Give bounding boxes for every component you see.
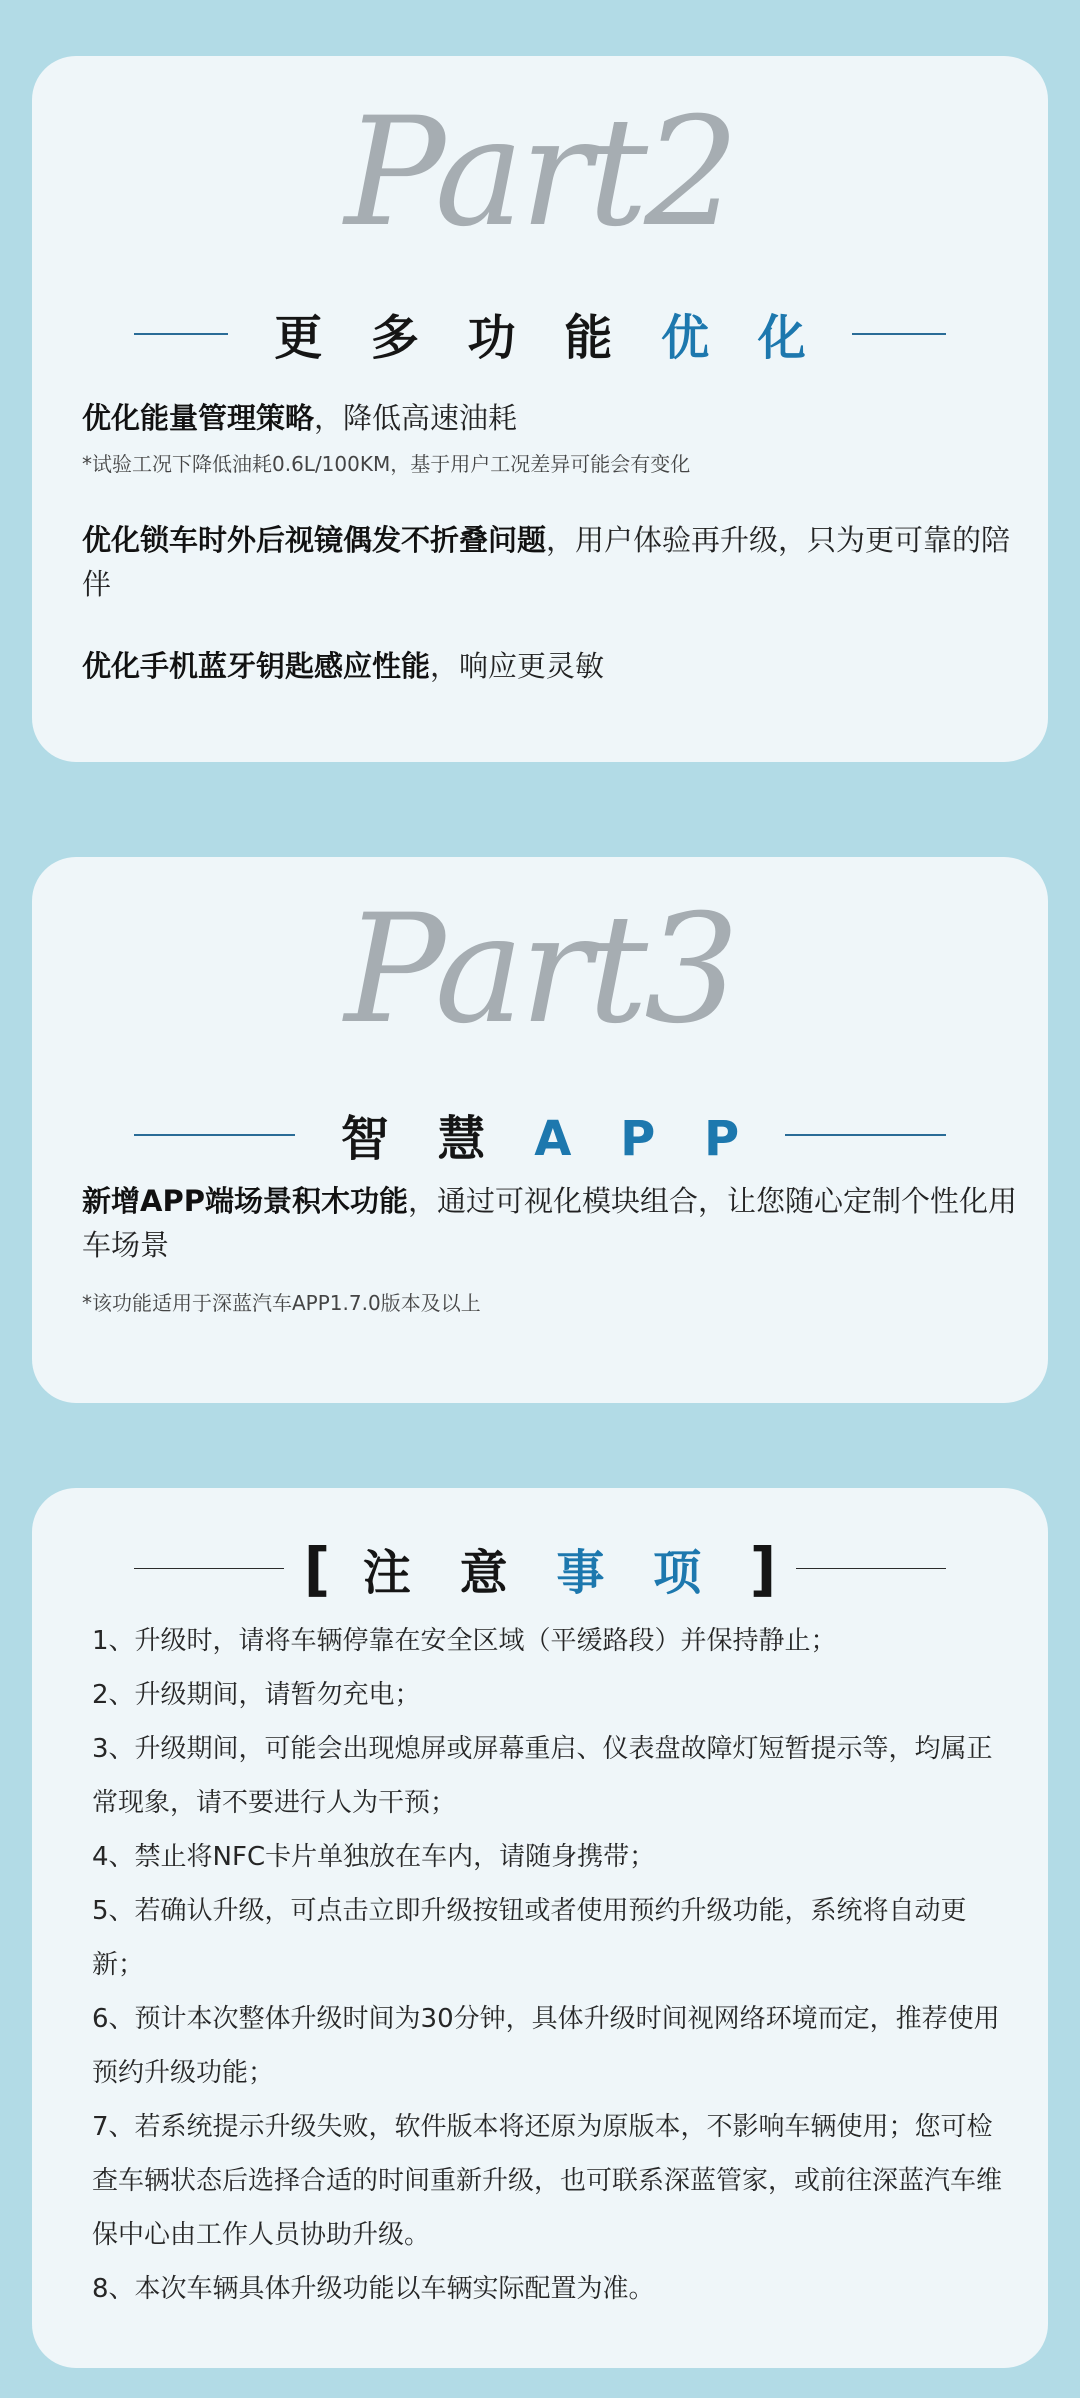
heading-accent-text: 事 项 [556,1545,718,1601]
part3-script-title: Part3 [344,883,736,1057]
heading-divider-right [785,1134,946,1136]
part2-script-title: Part2 [344,86,736,260]
feature-item [82,396,1022,440]
notice-item: 8、本次车辆具体升级功能以车辆实际配置为准。 [92,2274,655,2304]
heading-divider-left [134,1134,295,1136]
heading-main-text: 注 意 [362,1545,524,1601]
notice-list [92,1614,1007,2316]
feature-title: 优化锁车时外后视镜偶发不折叠问题 [82,523,547,557]
notice-item: 3、升级期间，可能会出现熄屏或屏幕重启、仪表盘故障灯短暂提示等，均属正常现象，请不要进行人为干预； [92,1734,993,1818]
feature-title: 优化能量管理策略 [82,401,315,435]
feature-item [82,518,1022,606]
smart-app-card [32,857,1048,1403]
feature-description: ，通过可视化模块组合，让您随心定制个性化用车场景 [82,1184,1017,1262]
feature-description: ，响应更灵敏 [430,649,605,683]
heading-main-text: 智 慧 [340,1111,502,1167]
smart-app-heading [134,1100,946,1169]
heading-divider-right [852,333,946,335]
feature-title: 优化手机蓝牙钥匙感应性能 [82,649,431,683]
heading-main-text: 更 多 功 能 [274,310,629,366]
feature-description: ，降低高速油耗 [314,401,518,435]
bracket-left: [ [303,1535,331,1603]
feature-title: 新增APP端场景积木功能 [82,1184,408,1218]
heading-accent-text: A P P [534,1111,756,1167]
heading-divider-right [796,1568,946,1570]
feature-description: ，用户体验再升级，只为更可靠的陪伴 [82,523,1011,601]
notice-card [32,1488,1048,2368]
feature-footnote: *该功能适用于深蓝汽车APP1.7.0版本及以上 [82,1291,481,1315]
heading-title [295,1100,785,1169]
bracket-right: ] [749,1535,777,1603]
feature-footnote: *试验工况下降低油耗0.6L/100KM，基于用户工况差异可能会有变化 [82,452,691,476]
heading-title [228,299,852,368]
heading-accent-text: 优 化 [661,310,822,366]
heading-divider-left [134,1568,284,1570]
notice-heading [134,1534,946,1603]
optimization-heading [134,299,946,368]
optimization-card [32,56,1048,762]
notice-item: 5、若确认升级，可点击立即升级按钮或者使用预约升级功能，系统将自动更新； [92,1896,967,1980]
notice-item: 6、预计本次整体升级时间为30分钟，具体升级时间视网络环境而定，推荐使用预约升级功能； [92,2004,1000,2088]
heading-title [284,1534,797,1603]
notice-item: 7、若系统提示升级失败，软件版本将还原为原版本，不影响车辆使用；您可检查车辆状态后选择合适的时间重新升级，也可联系深蓝管家，或前往深蓝汽车维保中心由工作人员协助升级。 [92,2112,1003,2250]
notice-item: 1、升级时，请将车辆停靠在安全区域（平缓路段）并保持静止； [92,1626,837,1656]
heading-divider-left [134,333,228,335]
notice-item: 2、升级期间，请暂勿充电； [92,1680,421,1710]
notice-item: 4、禁止将NFC卡片单独放在车内，请随身携带； [92,1842,656,1872]
feature-item [82,644,1022,688]
feature-item [82,1179,1022,1267]
